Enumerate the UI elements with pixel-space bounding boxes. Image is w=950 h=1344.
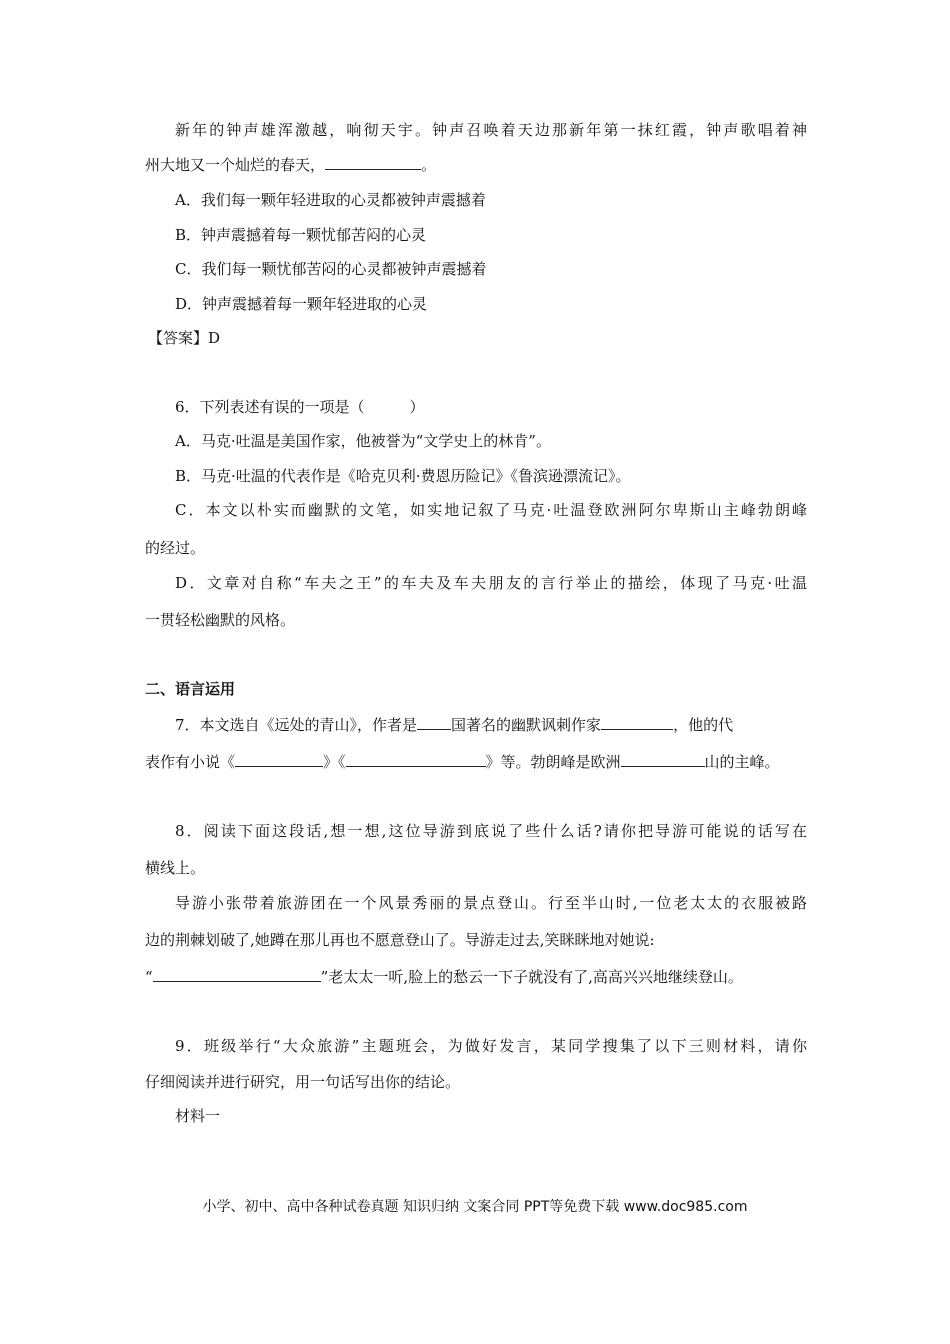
q9-material-label: 材料一 (175, 1107, 221, 1125)
q7-blank-author (601, 714, 673, 730)
q5-stem-line2-text: 州大地又一个灿烂的春天， (145, 156, 326, 174)
q7-text-5: 》《 (323, 753, 346, 771)
q9-stem-line1: 9．班级举行“大众旅游”主题班会，为做好发言，某同学搜集了以下三则材料，请你 (175, 1037, 807, 1055)
q8-stem-line1: 8．阅读下面这段话,想一想,这位导游到底说了些什么话?请你把导游可能说的话写在 (175, 822, 807, 840)
q8-passage-line1: 导游小张带着旅游团在一个风景秀丽的景点登山。行至半山时,一位老太太的衣服被路 (175, 894, 807, 912)
q7-text-4: 表作有小说《 (145, 753, 236, 771)
q7-blank-novel1 (235, 751, 323, 767)
q6-option-d-line1: D．文章对自称“车夫之王”的车夫及车夫朋友的言行举止的描绘，体现了马克·吐温 (175, 574, 807, 592)
q5-option-b: B．钟声震撼着每一颗忧郁苦闷的心灵 (175, 226, 427, 244)
q5-answer: 【答案】D (148, 329, 221, 347)
q6-option-a: A．马克·吐温是美国作家，他被誉为“文学史上的林肯”。 (175, 432, 551, 450)
q5-option-c: C．我们每一颗忧郁苦闷的心灵都被钟声震撼着 (175, 260, 487, 278)
q5-stem-line2-end: 。 (421, 156, 437, 174)
q7-blank-country (417, 714, 451, 730)
q6-option-c-line2: 的经过。 (145, 539, 206, 557)
q7-line1 (175, 714, 733, 735)
q7-text-6: 》等。勃朗峰是欧洲 (485, 753, 621, 771)
q7-text-7: 山的主峰。 (704, 753, 780, 771)
q6-option-c-line1: C．本文以朴实而幽默的文笔，如实地记叙了马克·吐温登欧洲阿尔卑斯山主峰勃朗峰 (175, 501, 807, 519)
q6-stem: 6．下列表述有误的一项是（ ） (175, 398, 425, 416)
q7-blank-mountain (621, 751, 705, 767)
q8-open-quote: “ (145, 968, 153, 986)
q5-answer-blank (325, 154, 421, 170)
q6-option-b: B．马克·吐温的代表作是《哈克贝利·费恩历险记》《鲁滨逊漂流记》。 (175, 467, 631, 485)
q8-answer-blank (153, 966, 321, 982)
q5-option-a: A．我们每一颗年轻进取的心灵都被钟声震撼着 (175, 191, 486, 209)
q7-text-1: 7．本文选自《远处的青山》，作者是 (175, 716, 418, 734)
q5-stem-line1: 新年的钟声雄浑激越，响彻天宇。钟声召唤着天边那新年第一抹红霞，钟声歌唱着神 (175, 121, 807, 139)
section-title: 二、语言运用 (145, 680, 236, 698)
q8-passage-line3 (145, 966, 743, 987)
q9-stem-line2: 仔细阅读并进行研究，用一句话写出你的结论。 (145, 1073, 461, 1091)
q7-line2 (145, 751, 780, 772)
q5-option-d: D．钟声震撼着每一颗年轻进取的心灵 (175, 295, 428, 313)
q8-stem-line2: 横线上。 (145, 859, 206, 877)
q7-text-2: 国著名的幽默讽刺作家 (451, 716, 602, 734)
q7-text-3: ，他的代 (673, 716, 734, 734)
q8-passage-line3-text: ”老太太一听,脸上的愁云一下子就没有了,高高兴兴地继续登山。 (320, 968, 743, 986)
q5-stem-line2 (145, 154, 436, 175)
q7-blank-novel2 (346, 751, 486, 767)
q8-passage-line2: 边的荆棘划破了,她蹲在那儿再也不愿意登山了。导游走过去,笑眯眯地对她说: (145, 931, 655, 949)
q6-option-d-line2: 一贯轻松幽默的风格。 (145, 611, 296, 629)
page-footer: 小学、初中、高中各种试卷真题 知识归纳 文案合同 PPT等免费下载 www.doc985.com (202, 1199, 748, 1215)
